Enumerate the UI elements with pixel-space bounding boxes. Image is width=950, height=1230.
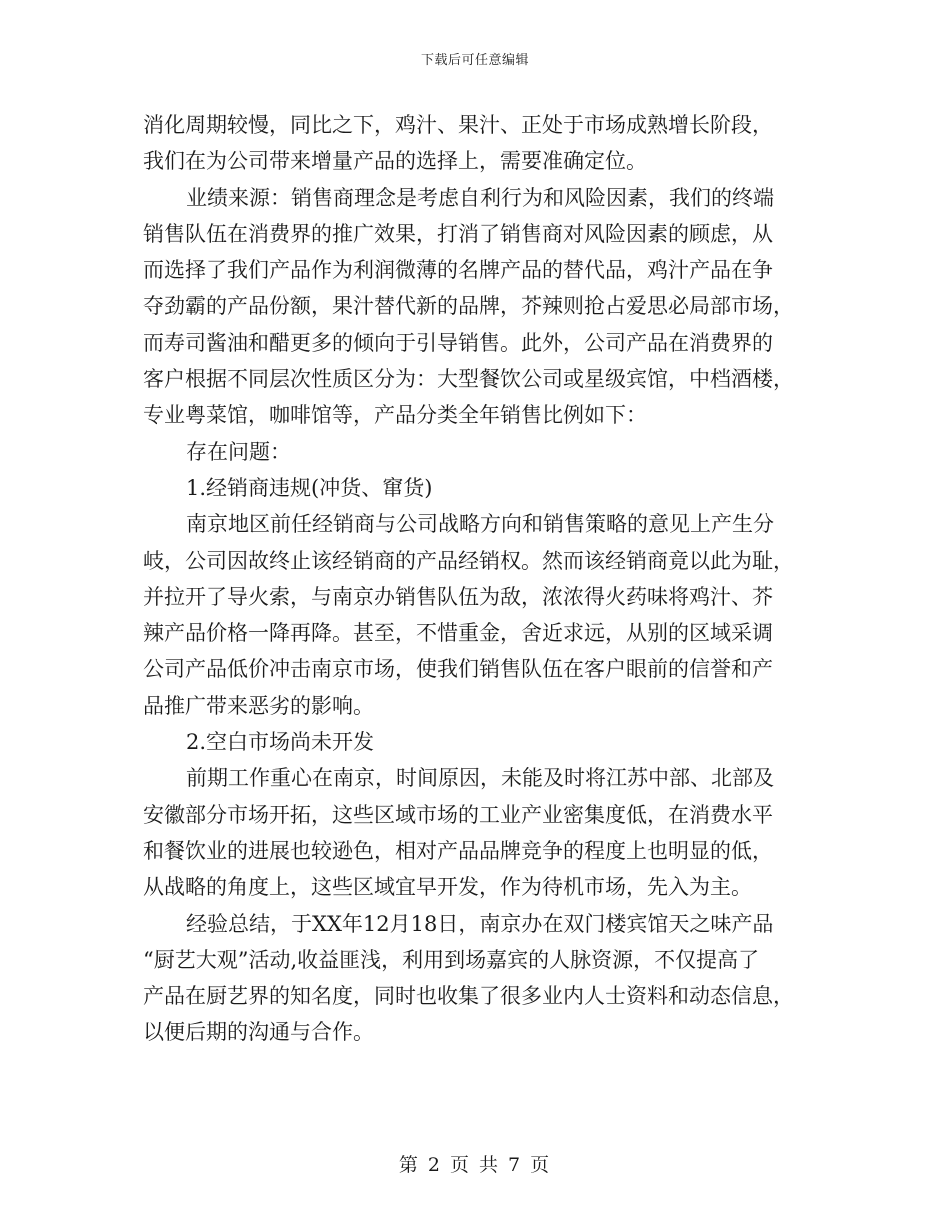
text-line: 专业粤菜馆，咖啡馆等，产品分类全年销售比例如下： bbox=[143, 403, 647, 428]
text-line: 消化周期较慢，同比之下，鸡汁、果汁、正处于市场成熟增长阶段， bbox=[143, 113, 773, 137]
text-line: 从战略的角度上，这些区域宜早开发，作为待机市场，先入为主。 bbox=[143, 875, 752, 900]
text-line: 和餐饮业的进展也较逊色，相对产品品牌竞争的程度上也明显的低， bbox=[143, 838, 773, 863]
text-line: 并拉开了导火索，与南京办销售队伍为敌，浓浓得火药味将鸡汁、芥 bbox=[143, 584, 773, 609]
paragraph-performance-source: 业绩来源：销售商理念是考虑自利行为和风险因素，我们的终端 bbox=[186, 185, 774, 210]
text-line: 安徽部分市场开拓，这些区域市场的工业产业密集度低，在消费水平 bbox=[143, 802, 773, 827]
page-header: 下载后可任意编辑 bbox=[420, 53, 529, 68]
text-line: 我们在为公司带来增量产品的选择上，需要准确定位。 bbox=[143, 149, 647, 174]
subheading-dealer-violation: 1.经销商违规(冲货、窜货) bbox=[186, 475, 433, 500]
text-line: 以便后期的沟通与合作。 bbox=[143, 1020, 374, 1045]
text-line: 而寿司酱油和醋更多的倾向于引导销售。此外，公司产品在消费界的 bbox=[143, 330, 773, 355]
text-line: “厨艺大观”活动,收益匪浅，利用到场嘉宾的人脉资源，不仅提高了 bbox=[143, 947, 760, 972]
subheading-blank-market: 2.空白市场尚未开发 bbox=[186, 730, 375, 755]
text-line: 辣产品价格一降再降。甚至，不惜重金，舍近求远，从别的区域采调 bbox=[143, 621, 773, 646]
page-number: 第 2 页 共 7 页 bbox=[398, 1154, 552, 1176]
section-heading-problems: 存在问题： bbox=[186, 439, 291, 464]
text-line: 公司产品低价冲击南京市场，使我们销售队伍在客户眼前的信誉和产 bbox=[143, 657, 773, 682]
text-line: 销售队伍在消费界的推广效果，打消了销售商对风险因素的顾虑，从 bbox=[143, 221, 773, 246]
paragraph-experience-summary: 经验总结，于XX年12月18日，南京办在双门楼宾馆天之味产品 bbox=[186, 911, 774, 936]
text-line: 夺劲霸的产品份额，果汁替代新的品牌，芥辣则抢占爱思必局部市场， bbox=[143, 294, 794, 319]
text-line: 品推广带来恶劣的影响。 bbox=[143, 693, 374, 718]
text-line: 客户根据不同层次性质区分为：大型餐饮公司或星级宾馆，中档酒楼， bbox=[143, 367, 794, 392]
text-line: 产品在厨艺界的知名度，同时也收集了很多业内人士资料和动态信息， bbox=[143, 984, 794, 1009]
paragraph-early-work: 前期工作重心在南京，时间原因，未能及时将江苏中部、北部及 bbox=[186, 766, 774, 791]
text-line: 而选择了我们产品作为利润微薄的名牌产品的替代品，鸡汁产品在争 bbox=[143, 258, 773, 283]
document-body bbox=[143, 107, 811, 1051]
text-line: 岐，公司因故终止该经销商的产品经销权。然而该经销商竟以此为耻， bbox=[143, 548, 794, 573]
paragraph-nanjing-dealer: 南京地区前任经销商与公司战略方向和销售策略的意见上产生分 bbox=[186, 512, 774, 537]
